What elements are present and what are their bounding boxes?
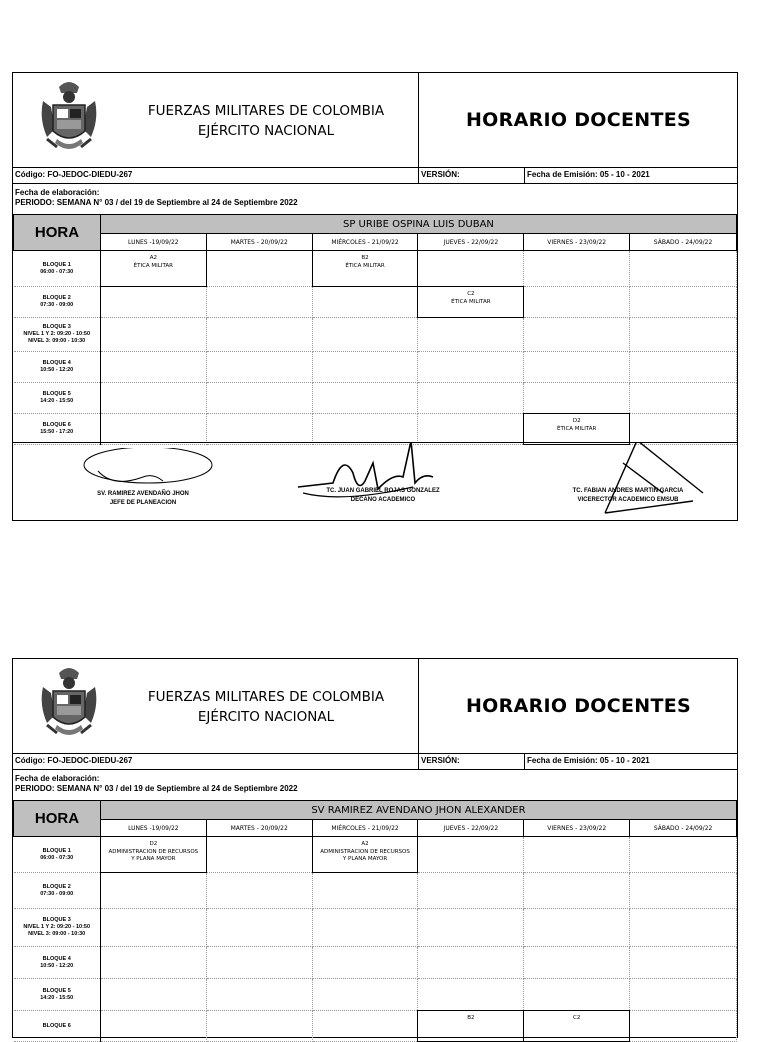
empty-slot	[524, 251, 630, 287]
group-code: B2	[361, 255, 369, 261]
schedule-sheet-2	[12, 658, 738, 1038]
empty-slot	[418, 318, 524, 352]
empty-slot	[312, 414, 418, 445]
empty-slot	[312, 1011, 418, 1042]
class-entry	[418, 287, 524, 318]
empty-slot	[206, 909, 312, 947]
empty-slot	[418, 947, 524, 979]
handwritten-signatures	[13, 443, 737, 521]
empty-slot	[630, 873, 737, 909]
time-block-row	[14, 909, 737, 947]
empty-slot	[312, 909, 418, 947]
signature-block-3	[543, 487, 713, 505]
empty-slot	[418, 352, 524, 383]
empty-slot	[418, 414, 524, 445]
empty-slot	[100, 318, 206, 352]
time-block-row	[14, 873, 737, 909]
time-block-text: NIVEL 1 Y 2: 09:20 - 10:50	[23, 924, 91, 930]
empty-slot	[524, 979, 630, 1011]
signature-name: SV. RAMIREZ AVENDAÑO JHON	[97, 491, 189, 497]
document-title-box	[418, 659, 738, 753]
class-entry	[312, 837, 418, 873]
subject-name: ÉTICA MILITAR	[557, 425, 597, 432]
time-block-text: 14:20 - 15:50	[40, 994, 74, 1001]
empty-slot	[524, 909, 630, 947]
empty-slot	[100, 979, 206, 1011]
empty-slot	[630, 287, 737, 318]
empty-slot	[524, 287, 630, 318]
empty-slot	[524, 318, 630, 352]
time-block-label	[14, 287, 101, 318]
period-text: PERIODO: SEMANA N° 03 / del 19 de Septiembre al 24 de Septiembre 2022	[15, 198, 298, 207]
elaboration-label: Fecha de elaboración:	[15, 774, 100, 783]
teacher-name: SV RAMIREZ AVENDANO JHON ALEXANDER	[100, 801, 736, 820]
organization-name	[113, 101, 419, 141]
time-block-text: BLOQUE 3	[42, 917, 71, 923]
subject-name: Y PLANA MAYOR	[342, 856, 388, 862]
class-entry	[524, 1011, 630, 1042]
time-block-text: BLOQUE 1	[42, 261, 71, 268]
group-code: D2	[149, 841, 158, 847]
day-header: JUEVES - 22/09/22	[418, 234, 524, 251]
empty-slot	[206, 318, 312, 352]
empty-slot	[312, 287, 418, 318]
group-code: A2	[149, 255, 157, 261]
code-row	[13, 167, 737, 184]
group-code: D2	[572, 418, 581, 424]
code-row	[13, 753, 737, 770]
time-block-label	[14, 414, 101, 445]
signature-role: VICERECTOR ACADEMICO EMSUB	[577, 497, 679, 503]
time-block-row	[14, 287, 737, 318]
empty-slot	[312, 352, 418, 383]
empty-slot	[100, 414, 206, 445]
empty-slot	[630, 909, 737, 947]
empty-slot	[312, 318, 418, 352]
signature-role: JEFE DE PLANEACION	[109, 500, 177, 506]
time-block-text: BLOQUE 4	[42, 360, 71, 366]
empty-slot	[630, 837, 737, 873]
empty-slot	[100, 287, 206, 318]
time-block-text: NIVEL 1 Y 2: 09:20 - 10:50	[23, 331, 91, 337]
empty-slot	[630, 383, 737, 414]
empty-slot	[100, 947, 206, 979]
time-block-text: 07:30 - 09:00	[40, 890, 74, 897]
day-header: MARTES - 20/09/22	[206, 820, 312, 837]
empty-slot	[206, 979, 312, 1011]
empty-slot	[312, 979, 418, 1011]
period-text: PERIODO: SEMANA N° 03 / del 19 de Septiembre al 24 de Septiembre 2022	[15, 784, 298, 793]
empty-slot	[206, 837, 312, 873]
group-code: C2	[573, 1015, 581, 1021]
empty-slot	[206, 1011, 312, 1042]
time-block-row	[14, 979, 737, 1011]
time-block-text: BLOQUE 6	[42, 1022, 71, 1029]
signature-block-2	[303, 487, 463, 505]
time-block-text: 07:30 - 09:00	[40, 302, 74, 308]
day-header: VIERNES - 23/09/22	[524, 820, 630, 837]
time-block-text: BLOQUE 2	[42, 295, 71, 301]
document-code: Código: FO-JEDOC-DIEDU-267	[15, 170, 133, 179]
empty-slot	[206, 251, 312, 287]
time-block-text: 06:00 - 07:30	[40, 268, 74, 275]
teacher-name: SP URIBE OSPINA LUIS DUBAN	[100, 215, 736, 234]
period-row	[13, 184, 737, 214]
class-entry	[418, 1011, 524, 1042]
time-block-label	[14, 383, 101, 414]
time-block-row	[14, 947, 737, 979]
empty-slot	[524, 837, 630, 873]
time-block-row	[14, 383, 737, 414]
time-block-text: NIVEL 3: 09:00 - 10:30	[28, 931, 86, 937]
empty-slot	[418, 909, 524, 947]
day-header: SÁBADO - 24/09/22	[630, 234, 737, 251]
subject-name: ÉTICA MILITAR	[345, 262, 385, 269]
time-block-label	[14, 947, 101, 979]
group-code: B2	[467, 1015, 475, 1021]
elaboration-label: Fecha de elaboración:	[15, 188, 100, 197]
army-crest-icon	[37, 79, 101, 159]
day-header: LUNES -19/09/22	[100, 234, 206, 251]
empty-slot	[100, 1011, 206, 1042]
schedule-table	[13, 214, 737, 445]
empty-slot	[100, 909, 206, 947]
time-block-row	[14, 352, 737, 383]
version-label: VERSIÓN:	[418, 753, 525, 769]
time-block-text: BLOQUE 1	[42, 847, 71, 854]
issue-date: Fecha de Emisión: 05 - 10 - 2021	[524, 167, 650, 183]
org-line-2: EJÉRCITO NACIONAL	[197, 123, 335, 139]
empty-slot	[524, 352, 630, 383]
sheet-header	[13, 73, 737, 168]
time-block-text: BLOQUE 2	[42, 883, 71, 890]
signature-name: TC. FABIAN ANDRES MARTIN GARCIA	[572, 488, 684, 494]
group-code: A2	[361, 841, 369, 847]
time-block-text: 06:00 - 07:30	[40, 854, 74, 861]
day-header: MIÉRCOLES - 21/09/22	[312, 820, 418, 837]
org-line-1: FUERZAS MILITARES DE COLOMBIA	[147, 103, 385, 119]
class-entry	[524, 414, 630, 445]
empty-slot	[418, 979, 524, 1011]
time-block-text: 10:50 - 12:20	[40, 367, 74, 373]
subject-name: ADMINISTRACION DE RECURSOS	[108, 848, 199, 855]
hora-header: HORA	[14, 215, 101, 251]
schedule-table	[13, 800, 737, 1042]
empty-slot	[630, 318, 737, 352]
empty-slot	[524, 873, 630, 909]
time-block-label	[14, 251, 101, 287]
period-row	[13, 770, 737, 800]
empty-slot	[206, 873, 312, 909]
day-header: LUNES -19/09/22	[100, 820, 206, 837]
empty-slot	[100, 873, 206, 909]
issue-date: Fecha de Emisión: 05 - 10 - 2021	[524, 753, 650, 769]
empty-slot	[312, 383, 418, 414]
group-code: C2	[467, 291, 475, 297]
day-header: MARTES - 20/09/22	[206, 234, 312, 251]
signature-area	[13, 442, 737, 521]
empty-slot	[206, 352, 312, 383]
time-block-label	[14, 873, 101, 909]
time-block-label	[14, 909, 101, 947]
empty-slot	[630, 352, 737, 383]
empty-slot	[100, 383, 206, 414]
time-block-label	[14, 837, 101, 873]
time-block-row	[14, 414, 737, 445]
time-block-text: BLOQUE 3	[42, 324, 71, 330]
empty-slot	[206, 383, 312, 414]
empty-slot	[630, 979, 737, 1011]
schedule-sheet-1	[12, 72, 738, 521]
empty-slot	[524, 947, 630, 979]
day-header: JUEVES - 22/09/22	[418, 820, 524, 837]
empty-slot	[418, 837, 524, 873]
time-block-text: 15:50 - 17:20	[40, 429, 74, 435]
subject-name: ÉTICA MILITAR	[133, 262, 174, 269]
document-code: Código: FO-JEDOC-DIEDU-267	[15, 756, 133, 765]
empty-slot	[630, 1011, 737, 1042]
signature-name: TC. JUAN GABRIEL ROJAS GONZALEZ	[326, 488, 440, 494]
time-block-row	[14, 318, 737, 352]
org-line-1: FUERZAS MILITARES DE COLOMBIA	[147, 689, 385, 705]
day-header: SÁBADO - 24/09/22	[630, 820, 737, 837]
empty-slot	[524, 383, 630, 414]
time-block-row	[14, 837, 737, 873]
class-entry	[100, 251, 206, 287]
document-title: HORARIO DOCENTES	[465, 109, 692, 131]
empty-slot	[630, 947, 737, 979]
empty-slot	[206, 947, 312, 979]
time-block-label	[14, 1011, 101, 1042]
signature-role: DECANO ACADEMICO	[350, 497, 416, 503]
time-block-text: BLOQUE 6	[42, 422, 71, 428]
subject-name: ÉTICA MILITAR	[451, 298, 491, 305]
time-block-text: NIVEL 3: 09:00 - 10:30	[28, 338, 86, 344]
time-block-text: 10:50 - 12:20	[40, 962, 74, 969]
subject-name: ADMINISTRACION DE RECURSOS	[320, 848, 410, 855]
time-block-label	[14, 352, 101, 383]
document-title-box	[418, 73, 738, 167]
time-block-row	[14, 1011, 737, 1042]
version-label: VERSIÓN:	[418, 167, 525, 183]
time-block-text: BLOQUE 5	[42, 391, 71, 397]
org-line-2: EJÉRCITO NACIONAL	[197, 709, 335, 725]
empty-slot	[312, 873, 418, 909]
time-block-text: BLOQUE 4	[42, 955, 71, 962]
day-header: MIÉRCOLES - 21/09/22	[312, 234, 418, 251]
empty-slot	[418, 873, 524, 909]
empty-slot	[100, 352, 206, 383]
empty-slot	[630, 251, 737, 287]
sheet-header	[13, 659, 737, 754]
hora-header: HORA	[14, 801, 101, 837]
time-block-text: BLOQUE 5	[42, 987, 71, 994]
empty-slot	[418, 383, 524, 414]
subject-name: Y PLANA MAYOR	[131, 856, 176, 862]
document-title: HORARIO DOCENTES	[465, 695, 692, 717]
empty-slot	[206, 287, 312, 318]
empty-slot	[312, 947, 418, 979]
time-block-label	[14, 979, 101, 1011]
empty-slot	[206, 414, 312, 445]
class-entry	[100, 837, 206, 873]
time-block-label	[14, 318, 101, 352]
time-block-row	[14, 251, 737, 287]
empty-slot	[630, 414, 737, 445]
signature-block-1	[53, 490, 233, 508]
time-block-text: 14:20 - 15:50	[40, 398, 74, 404]
empty-slot	[418, 251, 524, 287]
day-header: VIERNES - 23/09/22	[524, 234, 630, 251]
army-crest-icon	[37, 665, 101, 745]
organization-name	[113, 687, 419, 727]
class-entry	[312, 251, 418, 287]
